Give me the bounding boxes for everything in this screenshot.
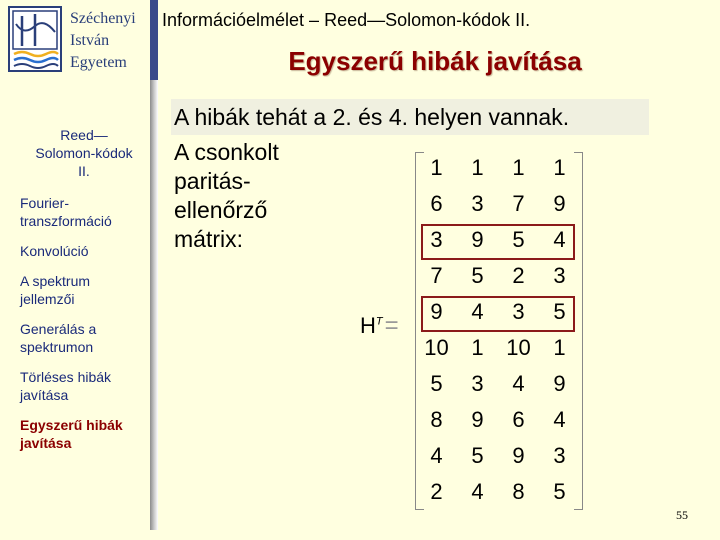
matrix-row (416, 186, 580, 222)
matrix-cell: 1 (471, 335, 484, 360)
logo-line: Széchenyi (70, 10, 136, 27)
matrix-cell: 5 (471, 443, 484, 468)
slide-title: Egyszerű hibák javítása (288, 46, 582, 76)
matrix-cell: 3 (553, 263, 566, 288)
matrix-row (416, 330, 580, 366)
matrix-row (416, 474, 580, 510)
matrix-row (416, 438, 580, 474)
matrix-cell: 4 (553, 407, 566, 432)
nav-item-label: Fourier- (20, 195, 70, 211)
nav-item-fourier[interactable] (20, 194, 156, 230)
description-line: mátrix: (174, 226, 243, 252)
matrix-cell: 4 (553, 227, 566, 252)
matrix-cell: 3 (430, 227, 443, 252)
matrix-cell: 1 (553, 335, 566, 360)
matrix-cell: 6 (430, 191, 443, 216)
matrix-cell: 10 (506, 335, 531, 360)
nav-item-label: II. (78, 163, 90, 179)
matrix-label-superscript: T (375, 315, 383, 328)
matrix-cell: 1 (430, 155, 443, 180)
matrix-cell: 7 (430, 263, 443, 288)
matrix-row (416, 366, 580, 402)
matrix-description (174, 138, 279, 254)
matrix-cell: 4 (471, 479, 484, 504)
matrix-cell: 10 (424, 335, 449, 360)
nav-item-konvolucio[interactable] (20, 242, 156, 260)
matrix-label (360, 312, 399, 340)
matrix-cell: 5 (512, 227, 525, 252)
matrix-cell: 4 (430, 443, 443, 468)
description-line: paritás- (174, 168, 251, 194)
matrix-row (416, 150, 580, 186)
nav-item-label: javítása (20, 435, 72, 451)
nav-item-label: A spektrum (20, 273, 91, 289)
matrix-row (416, 402, 580, 438)
nav-item-egyszeru[interactable] (20, 416, 156, 452)
nav-item-label: Törléses hibák (20, 369, 112, 385)
nav-item-torleses[interactable] (20, 368, 156, 404)
nav-item-spektrum[interactable] (20, 272, 156, 308)
matrix-cell: 3 (553, 443, 566, 468)
matrix-cell: 1 (512, 155, 525, 180)
matrix-cell: 5 (471, 263, 484, 288)
matrix-cell: 5 (553, 479, 566, 504)
matrix-cell: 8 (512, 479, 525, 504)
matrix-cell: 8 (430, 407, 443, 432)
matrix-cell: 5 (553, 299, 566, 324)
matrix-cell: 1 (471, 155, 484, 180)
matrix-row (416, 258, 580, 294)
course-title: Információelmélet – Reed—Solomon-kódok II. (162, 10, 531, 30)
nav-item-label: transzformáció (20, 213, 112, 229)
matrix-cell: 9 (553, 191, 566, 216)
matrix-cell: 9 (471, 227, 484, 252)
matrix-cell: 2 (430, 479, 443, 504)
page-number: 55 (676, 508, 688, 522)
matrix-cell: 4 (512, 371, 525, 396)
matrix-cell: 7 (512, 191, 525, 216)
logo-line: István (70, 32, 110, 49)
matrix-cell: 2 (512, 263, 525, 288)
matrix-cell: 4 (471, 299, 484, 324)
nav-item-label: javítása (20, 387, 69, 403)
university-name (70, 8, 136, 74)
nav-item-reed-solomon[interactable] (16, 126, 152, 180)
matrix-label-symbol: H (360, 313, 376, 338)
nav-item-label: Solomon-kódok (35, 145, 133, 161)
description-line: ellenőrző (174, 197, 268, 223)
matrix-cell: 3 (471, 191, 484, 216)
matrix-label-equals: = (384, 312, 399, 339)
nav-item-label: Reed— (60, 127, 108, 143)
nav-item-label: jellemzői (20, 291, 75, 307)
matrix-cell: 9 (471, 407, 484, 432)
nav-item-label: Egyszerű hibák (20, 417, 123, 433)
matrix-cell: 3 (512, 299, 525, 324)
matrix-cell: 1 (553, 155, 566, 180)
matrix-cell: 6 (512, 407, 525, 432)
matrix-cell: 9 (553, 371, 566, 396)
error-positions-statement: A hibák tehát a 2. és 4. helyen vannak. (174, 104, 570, 130)
matrix-row (416, 222, 580, 258)
parity-check-matrix (416, 150, 580, 510)
matrix-cell: 9 (512, 443, 525, 468)
nav-item-label: Konvolúció (20, 243, 89, 259)
description-line: A csonkolt (174, 139, 279, 165)
nav-item-label: spektrumon (20, 339, 94, 355)
matrix-cell: 5 (430, 371, 443, 396)
nav-item-generalas[interactable] (20, 320, 156, 356)
logo-line: Egyetem (70, 54, 127, 71)
matrix-cell: 3 (471, 371, 484, 396)
nav-item-label: Generálás a (20, 321, 97, 337)
university-logo-icon (8, 6, 62, 72)
matrix-row (416, 294, 580, 330)
matrix-cell: 9 (430, 299, 443, 324)
